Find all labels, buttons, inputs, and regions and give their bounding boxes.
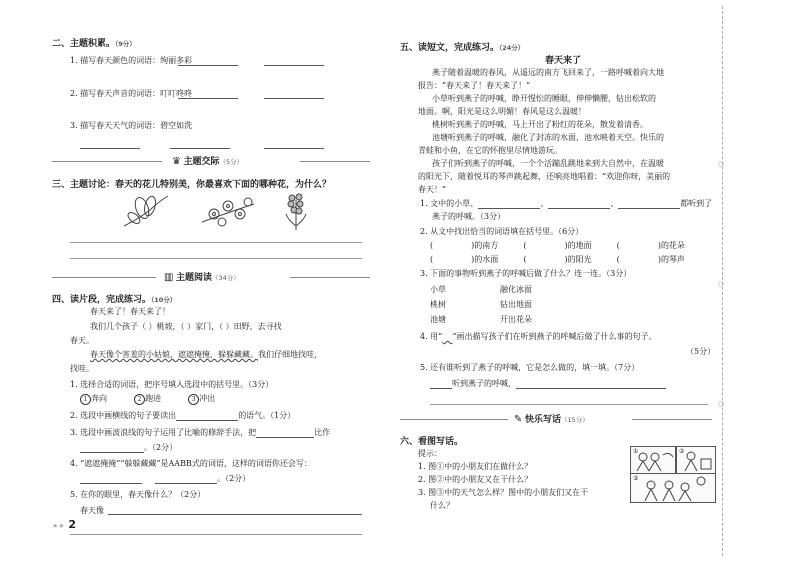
s4-q5-lead: 春天像 bbox=[80, 506, 104, 515]
passage-line: 找哇。 bbox=[70, 364, 94, 373]
answer-line[interactable] bbox=[430, 404, 708, 405]
hint-3-cont: 什么？ bbox=[430, 501, 454, 510]
passage-line: 春天像个害羞的小姑娘，遮遮掩掩，躲躲藏藏。我们仔细地找哇， bbox=[90, 350, 322, 359]
passage-line: 我们几个孩子（ ）桃坡，（ ）家门，（ ）田野，去寻找 bbox=[90, 322, 282, 331]
section-banner-reading: ▥ 主题阅读（34分） bbox=[52, 270, 370, 284]
answer-line[interactable] bbox=[176, 411, 238, 421]
answer-line[interactable] bbox=[618, 199, 680, 209]
section-banner-communication: ♛ 主题交际（5分） bbox=[52, 154, 370, 168]
section-6-title: 六、看图写话。 bbox=[400, 437, 464, 447]
s5-q4: 4. 用“ ”画出描写孩子们在听到燕子的呼喊后做了什么事的句子。 bbox=[420, 332, 657, 341]
binding-hole: ○ bbox=[718, 160, 725, 168]
s5-q4-score: （5分） bbox=[686, 347, 716, 356]
s4-q4-cont: 。（2分） bbox=[80, 473, 250, 484]
match-right-item[interactable]: 融化冰面 bbox=[500, 285, 532, 294]
answer-line[interactable] bbox=[70, 258, 362, 259]
picture-panel-3: ③ bbox=[630, 473, 716, 503]
s5-q2-row2: ( )的水面 ( )的阳光 ( )的琴声 bbox=[430, 255, 685, 264]
s5-q3: 3. 下面的事物听到燕子的呼喊后做了什么？连一连。（3分） bbox=[420, 269, 632, 278]
answer-line[interactable] bbox=[70, 242, 362, 243]
s5-q2: 2. 从文中找出恰当的词语填在括号里。（6分） bbox=[420, 227, 584, 236]
answer-line[interactable] bbox=[155, 474, 217, 484]
binding-hole: ○ bbox=[718, 400, 725, 408]
hyacinth-flower-image bbox=[282, 190, 310, 232]
picture-panel-1: ① bbox=[630, 446, 676, 474]
s4-q1: 1. 选择合适的词语，把序号填入选段中的括号里。（3分） bbox=[70, 380, 274, 389]
s5-q1: 1. 文中的小草、 、 、 都听到了 bbox=[420, 199, 713, 208]
section-2-title: 二、主题积累。（9分） bbox=[52, 39, 136, 49]
binding-hole: ○ bbox=[718, 280, 725, 288]
s4-q2: 2. 选段中画横线的句子要读出 的语气。（1分） bbox=[70, 411, 296, 420]
answer-line[interactable] bbox=[80, 474, 142, 484]
s5-q5-cont: 听到燕子的呼喊， bbox=[430, 378, 666, 389]
answer-line[interactable] bbox=[516, 379, 666, 389]
passage-line: 春天。 bbox=[70, 336, 94, 345]
hint-2: 2. 图②中的小朋友又在干什么？ bbox=[418, 475, 533, 484]
answer-line[interactable] bbox=[264, 98, 324, 99]
s4-q3-cont: 。（2分） bbox=[80, 442, 177, 453]
answer-line[interactable] bbox=[170, 148, 230, 149]
passage-line: 春天来了！春天来了！ bbox=[90, 307, 170, 316]
answer-line[interactable] bbox=[478, 199, 540, 209]
section-4-title: 四、读片段，完成练习。（10分） bbox=[52, 295, 177, 305]
answer-line[interactable] bbox=[70, 534, 362, 535]
s5-q5: 5. 还有谁听到了燕子的呼喊，它是怎么做的，填一填。（7分） bbox=[420, 363, 640, 372]
book-icon: ▥ bbox=[164, 272, 174, 283]
page-number: ★★ 2 bbox=[52, 518, 77, 531]
wavy-underlined-sentence: 春天像个害羞的小姑娘，遮遮掩掩，躲躲藏藏。 bbox=[90, 350, 258, 359]
answer-line[interactable] bbox=[264, 65, 324, 66]
answer-line[interactable] bbox=[264, 148, 324, 149]
s5-q1-cont: 燕子的呼喊。（3分） bbox=[432, 212, 506, 221]
section-5-title: 五、读短文，完成练习。（24分） bbox=[400, 43, 525, 53]
pencil-icon: ✎ bbox=[514, 414, 523, 425]
answer-line[interactable] bbox=[178, 65, 238, 66]
crown-icon: ♛ bbox=[172, 156, 181, 167]
magnolia-flower-image bbox=[120, 192, 172, 230]
s4-q5: 5. 在你的眼里，春天像什么？（2分） bbox=[70, 490, 206, 499]
s4-q4: 4. “遮遮掩掩”“躲躲藏藏”是AABB式的词语，这样的词语你还会写： bbox=[70, 459, 312, 468]
answer-line[interactable] bbox=[80, 148, 140, 149]
story-title: 春天来了 bbox=[545, 56, 582, 66]
match-left-item[interactable]: 小草 bbox=[430, 285, 446, 294]
match-right-item[interactable]: 开出花朵 bbox=[500, 315, 532, 324]
hint-1: 1. 图①中的小朋友们在做什么？ bbox=[418, 462, 533, 471]
s5-q2-row1: ( )的南方 ( )的地面 ( )的花朵 bbox=[430, 241, 685, 250]
answer-line[interactable] bbox=[108, 514, 362, 515]
s4-q3: 3. 选段中画波浪线的句子运用了比喻的修辞手法，把 比作 bbox=[70, 428, 331, 437]
match-left-item[interactable]: 池塘 bbox=[430, 315, 446, 324]
section-3-title: 三、主题讨论：春天的花儿特别美，你最喜欢下面的哪种花，为什么？ bbox=[52, 180, 332, 190]
s2-q2: 2. 描写春天声音的词语：叮叮咚咚 bbox=[70, 89, 193, 98]
answer-line[interactable] bbox=[548, 199, 610, 209]
peach-blossom-image bbox=[200, 192, 256, 230]
hint-label: 提示： bbox=[418, 449, 442, 458]
s4-q1-options: 1 奔向 2 跑进 3 冲出 bbox=[80, 393, 215, 405]
picture-panel-2: ② bbox=[676, 446, 716, 474]
answer-line[interactable] bbox=[430, 379, 452, 389]
s2-q1: 1. 描写春天颜色的词语：绚丽多彩 bbox=[70, 56, 193, 65]
s2-q3: 3. 描写春天天气的词语：碧空如洗 bbox=[70, 121, 193, 130]
answer-line[interactable] bbox=[178, 98, 238, 99]
answer-line[interactable] bbox=[256, 428, 314, 438]
section-banner-writing: ✎ 快乐写话（15分） bbox=[400, 412, 712, 426]
answer-line[interactable] bbox=[80, 443, 144, 453]
hint-3: 3. 图③中的天气怎么样？图中的小朋友们又在干 bbox=[418, 488, 589, 497]
match-left-item[interactable]: 桃树 bbox=[430, 300, 446, 309]
match-right-item[interactable]: 钻出地面 bbox=[500, 300, 532, 309]
